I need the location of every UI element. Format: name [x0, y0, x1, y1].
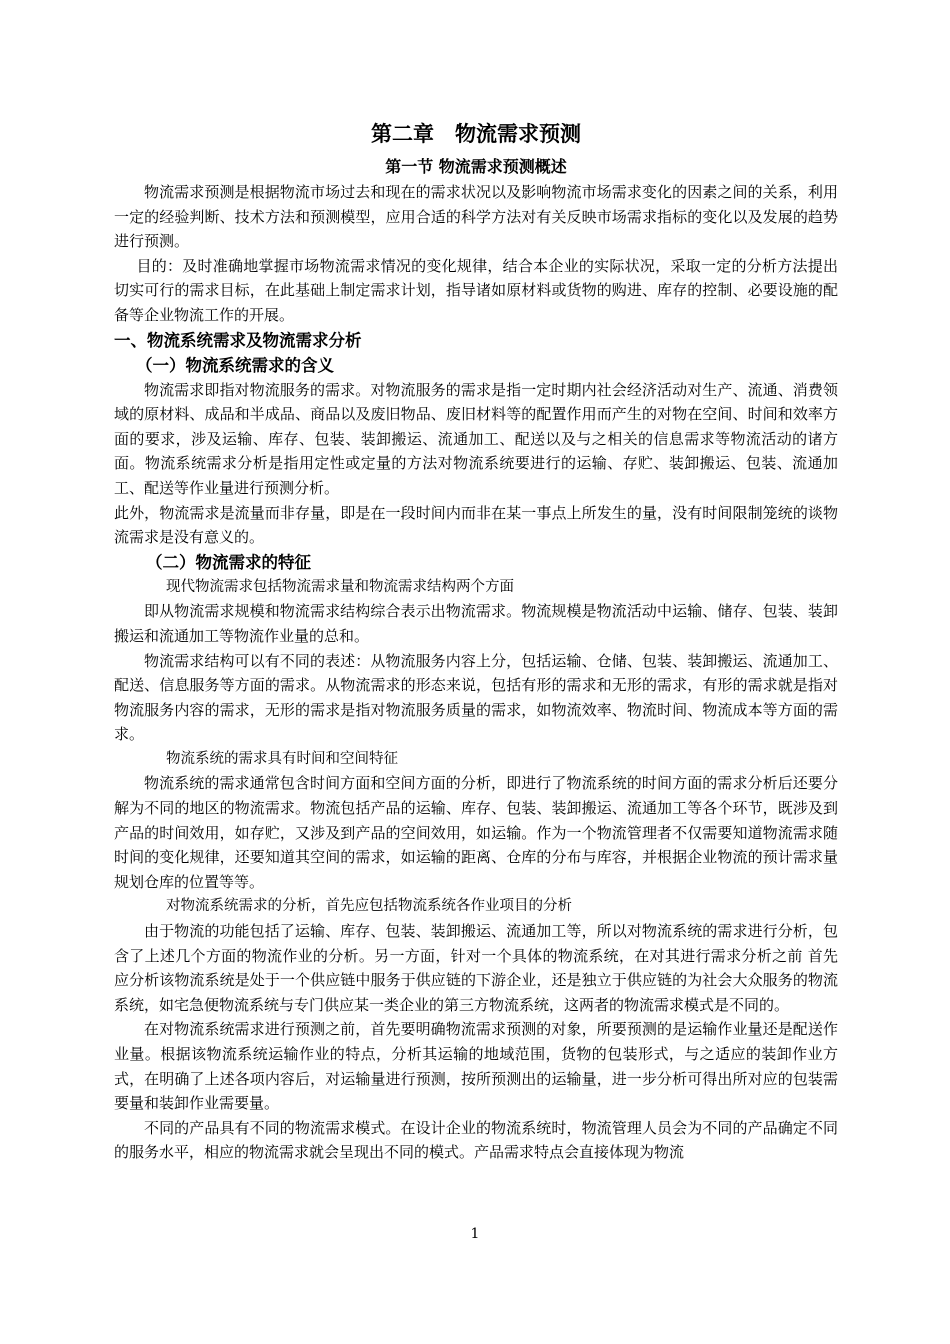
paragraph-demand-structure: 物流需求结构可以有不同的表述：从物流服务内容上分，包括运输、仓储、包装、装卸搬运、流通加工、配送、信息服务等方面的需求。从物流需求的形态来说，包括有形的需求和无形的需求，有形的需求就是指对物流服务内容的需求，无形的需求是指对物流服务质量的需求，如物流效率、物流时间、物流成本等方面的需求。 — [114, 651, 838, 744]
paragraph-product-patterns: 不同的产品具有不同的物流需求模式。在设计企业的物流系统时，物流管理人员会为不同的产品确定不同的服务水平，相应的物流需求就会呈现出不同的模式。产品需求特点会直接体现为物流 — [114, 1118, 838, 1162]
paragraph-operations-analysis: 由于物流的功能包括了运输、库存、包装、装卸搬运、流通加工等，所以对物流系统的需求进行分析，包含了上述几个方面的物流作业的分析。另一方面，针对一个具体的物流系统，在对其进行需求分析之前 首先应分析该物流系统是处于一个供应链中服务于供应链的下游企业，还是独立于供应链的为社会大众服务的物流系统，如宅急便物流系统与专门供应某一类企业的第三方物流系统，这两者的物流需求模式是不同的。 — [114, 922, 838, 1014]
paragraph-logistics-demand: 物流需求即指对物流服务的需求。对物流服务的需求是指一定时期内社会经济活动对生产、流通、消费领域的原材料、成品和半成品、商品以及废旧物品、废旧材料等的配置作用而产生的对物在空间、时间和效率方面的要求，涉及运输、库存、包装、装卸搬运、流通加工、配送以及与之相关的信息需求等物流活动的诸方面。物流系统需求分析是指用定性或定量的方法对物流系统要进行的运输、存贮、装卸搬运、包装、流通加工、配送等作业量进行预测分析。 — [114, 380, 838, 497]
heading-1: 一、物流系统需求及物流需求分析 — [114, 330, 362, 350]
section-title: 第一节 物流需求预测概述 — [385, 157, 567, 176]
paragraph-time-space: 物流系统的需求通常包含时间方面和空间方面的分析，即进行了物流系统的时间方面的需求分析后还要分解为不同的地区的物流需求。物流包括产品的运输、库存、包装、装卸搬运、流通加工等各个环节，既涉及到产品的时间效用，如存贮，又涉及到产品的空间效用，如运输。作为一个物流管理者不仅需要知道物流需求随时间的变化规律，还要知道其空间的需求，如运输的距离、仓库的分布与库容，并根据企业物流的预计需求量规划仓库的位置等等。 — [114, 774, 838, 891]
paragraph-purpose: 目的：及时准确地掌握市场物流需求情况的变化规律，结合本企业的实际状况，采取一定的分析方法提出切实可行的需求目标，在此基础上制定需求计划，指导诸如原材料或货物的购进、库存的控制、必要设施的配备等企业物流工作的开展。 — [114, 256, 838, 324]
page-content — [114, 118, 838, 1165]
subheading-operations-analysis: 对物流系统需求的分析，首先应包括物流系统各作业项目的分析 — [166, 898, 572, 915]
subheading-time-space: 物流系统的需求具有时间和空间特征 — [166, 750, 398, 767]
page-number: 1 — [470, 1226, 480, 1242]
chapter-title: 第二章 物流需求预测 — [371, 121, 581, 146]
paragraph-definition: 物流需求预测是根据物流市场过去和现在的需求状况以及影响物流市场需求变化的因素之间的关系，利用一定的经验判断、技术方法和预测模型，应用合适的科学方法对有关反映市场需求指标的变化以及发展的趋势进行预测。 — [114, 183, 838, 251]
heading-1-1: （一）物流系统需求的含义 — [136, 355, 334, 375]
paragraph-flow-not-stock: 此外，物流需求是流量而非存量，即是在一段时间内而非在某一事点上所发生的量，没有时间限制笼统的谈物流需求是没有意义的。 — [114, 503, 838, 547]
paragraph-demand-scale: 即从物流需求规模和物流需求结构综合表示出物流需求。物流规模是物流活动中运输、储存、包装、装卸搬运和流通加工等物流作业量的总和。 — [114, 602, 838, 645]
subheading-demand-volume-structure: 现代物流需求包括物流需求量和物流需求结构两个方面 — [166, 578, 514, 595]
heading-1-2: （二）物流需求的特征 — [146, 552, 311, 572]
paragraph-forecast-object: 在对物流系统需求进行预测之前，首先要明确物流需求预测的对象，所要预测的是运输作业量还是配送作业量。根据该物流系统运输作业的特点，分析其运输的地域范围，货物的包装形式，与之适应的装卸作业方式，在明确了上述各项内容后，对运输量进行预测，按所预测出的运输量，进一步分析可得出所对应的包装需要量和装卸作业需要量。 — [114, 1020, 838, 1113]
